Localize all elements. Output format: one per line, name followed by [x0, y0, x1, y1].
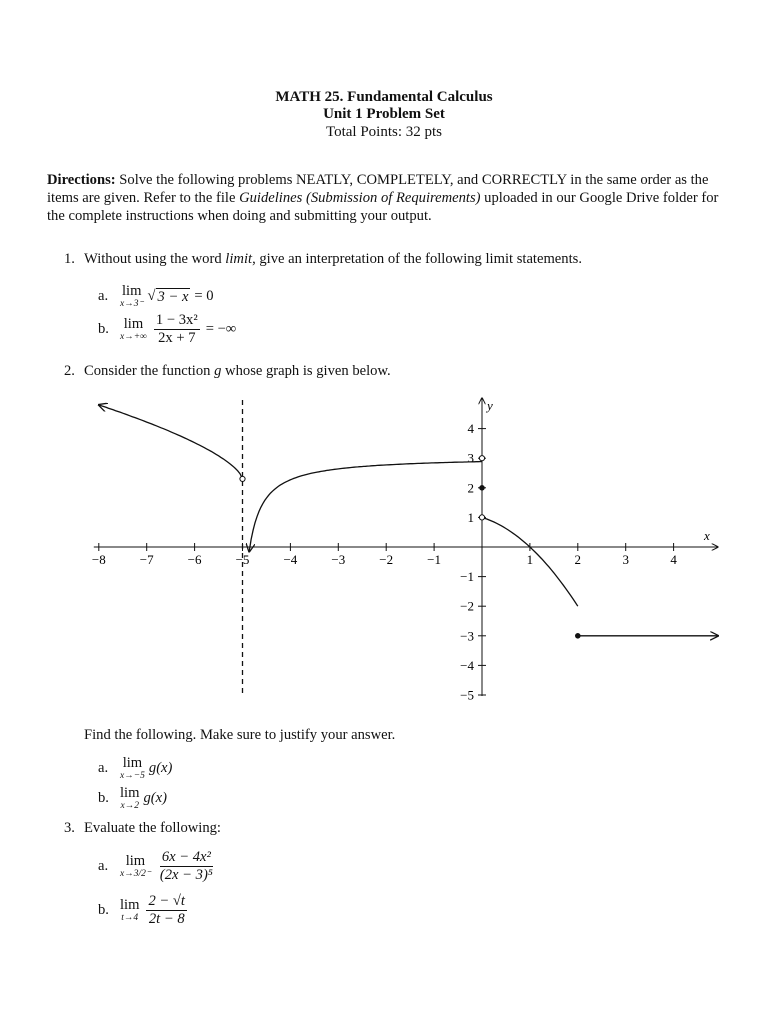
limit-operator	[120, 284, 143, 309]
item-letter: a.	[98, 760, 109, 777]
open-point	[240, 476, 245, 481]
x-tick-label: 4	[670, 552, 677, 567]
expression: g(x)	[148, 760, 173, 777]
x-tick-label: −6	[187, 552, 202, 567]
denominator: 2x + 7	[158, 330, 196, 347]
curve-middle-branch	[249, 462, 482, 552]
problem-3-prompt: Evaluate the following:	[84, 820, 221, 836]
x-tick-label: 3	[622, 552, 629, 567]
lim-word: lim	[123, 316, 144, 333]
problem-3a	[98, 850, 218, 884]
y-tick-label: 4	[467, 421, 474, 437]
numerator: 6x − 4x²	[160, 850, 213, 867]
y-tick-label: −3	[460, 628, 474, 644]
y-tick-label: 1	[467, 509, 474, 525]
problem-set-title: Unit 1 Problem Set	[323, 106, 445, 122]
lim-word: lim	[122, 283, 142, 299]
directions-text-1: Solve the following problems NEATLY, COMPLETELY, and CORRECTLY in the same order as the items are given. Refer to the file	[47, 172, 709, 206]
open-point	[479, 456, 484, 461]
y-tick-label: −1	[460, 569, 474, 585]
directions-label: Directions:	[47, 172, 116, 188]
x-tick-label: −3	[331, 552, 346, 567]
problem-1-prompt-word: limit	[225, 251, 253, 267]
limit-operator	[120, 756, 145, 781]
limit-operator	[120, 786, 139, 811]
x-axis-label: x	[704, 528, 710, 543]
lim-subscript: x→−5	[120, 770, 145, 781]
y-tick-label: 3	[467, 450, 474, 466]
y-tick-label: −5	[460, 687, 474, 703]
x-tick-label: −4	[283, 552, 298, 567]
lim-word: lim	[125, 853, 146, 870]
rhs: = −∞	[205, 321, 237, 338]
directions-paragraph	[47, 171, 723, 225]
y-axis-label: y	[487, 398, 493, 413]
x-tick-label: −8	[91, 552, 106, 567]
fraction	[154, 313, 200, 347]
function-graph	[0, 390, 768, 730]
problem-2-prompt	[84, 363, 391, 380]
problem-2a	[98, 756, 172, 781]
lim-word: lim	[120, 897, 140, 914]
guidelines-file-name: Guidelines (Submission of Requirements)	[239, 190, 481, 206]
limit-operator	[120, 898, 139, 923]
x-tick-label: −7	[139, 552, 154, 567]
limit-operator	[120, 854, 151, 879]
directions-text-2: uploaded in our Google Drive folder for the complete instructions when doing and submitting your output.	[47, 190, 719, 224]
axis-ticks	[92, 421, 677, 702]
course-title: MATH 25. Fundamental Calculus	[275, 89, 493, 105]
problem-1-number: 1.	[64, 251, 75, 267]
fraction	[146, 894, 187, 928]
item-letter: a.	[98, 288, 109, 305]
rhs: = 0	[194, 288, 214, 305]
lim-word: lim	[120, 785, 140, 801]
problem-2-number: 2.	[64, 363, 75, 379]
x-tick-label: −5	[235, 552, 250, 567]
problem-2-prompt-end: whose graph is given below.	[221, 363, 391, 379]
curve-left-branch	[99, 405, 243, 479]
closed-point	[479, 485, 485, 491]
problem-1b	[98, 313, 236, 347]
problem-1-prompt-end: , give an interpretation of the following limit statements.	[252, 251, 582, 267]
x-tick-label: 1	[526, 552, 534, 567]
closed-point	[575, 633, 581, 639]
item-letter: a.	[98, 858, 109, 875]
problem-1a	[98, 284, 214, 309]
x-tick-label: −1	[427, 552, 442, 567]
lim-subscript: x→3/2⁻	[120, 868, 151, 879]
problem-2-find: Find the following. Make sure to justify your answer.	[84, 727, 396, 743]
fraction	[158, 850, 215, 884]
x-tick-label: −2	[379, 552, 394, 567]
item-letter: b.	[98, 321, 109, 338]
limit-operator	[120, 317, 147, 342]
problem-1-prompt	[84, 251, 582, 268]
numerator: 1 − 3x²	[154, 313, 200, 330]
total-points: Total Points: 32 pts	[325, 124, 443, 140]
denominator: 2t − 8	[148, 911, 185, 928]
problem-3b	[98, 894, 190, 928]
item-letter: b.	[98, 790, 109, 807]
numerator: 2 − √t	[146, 894, 187, 911]
lim-subscript: x→3⁻	[120, 298, 144, 309]
lim-subscript: x→+∞	[120, 331, 147, 342]
item-letter: b.	[98, 902, 109, 919]
y-tick-label: −4	[460, 657, 474, 673]
y-tick-label: −2	[460, 598, 474, 614]
lim-subscript: x→2	[120, 800, 139, 811]
problem-1-prompt-start: Without using the word	[84, 251, 226, 267]
expression: g(x)	[143, 790, 167, 807]
problem-2b	[98, 786, 167, 811]
problem-2-prompt-start: Consider the function	[84, 363, 215, 379]
x-tick-label: 2	[574, 552, 582, 567]
denominator: (2x − 3)⁵	[159, 867, 213, 884]
y-tick-label: 2	[467, 480, 474, 496]
lim-word: lim	[122, 755, 143, 771]
problem-3-number: 3.	[64, 820, 75, 836]
lim-subscript: t→4	[121, 912, 139, 923]
open-point	[479, 515, 484, 520]
problem-2-function-name: g	[214, 363, 222, 379]
square-root: √ 3 − x	[147, 287, 189, 305]
radicand: 3 − x	[157, 288, 189, 305]
